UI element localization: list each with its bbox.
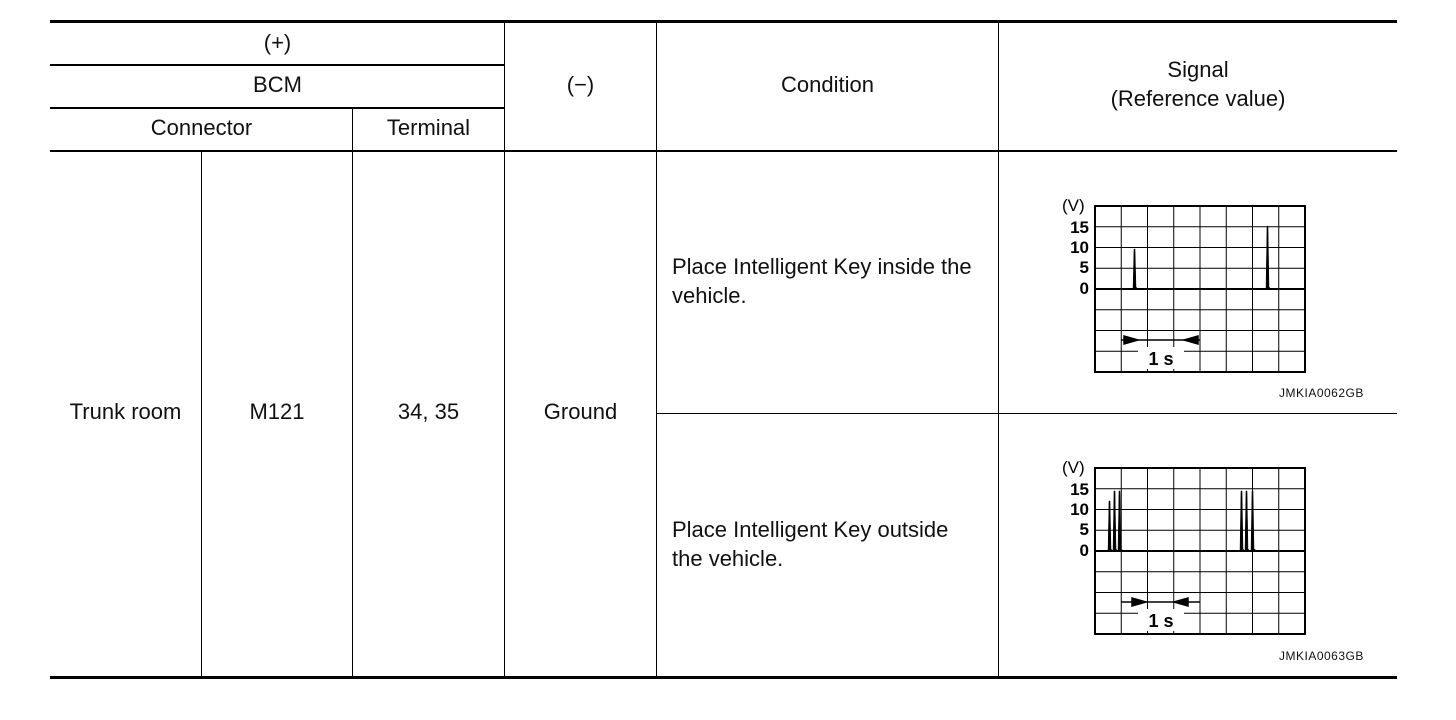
header-rule-1 xyxy=(50,64,505,66)
scope-grid xyxy=(1095,206,1305,372)
header-connector: Connector xyxy=(150,115,253,140)
header-bcm: BCM xyxy=(253,72,302,97)
y-label-0: 0 xyxy=(1079,541,1089,560)
col-divider-2 xyxy=(352,108,353,677)
figure-id-outside: JMKIA0063GB xyxy=(1279,649,1364,663)
condition-inside-line1: Place Intelligent Key inside the xyxy=(672,254,972,279)
y-label-15: 15 xyxy=(1070,480,1089,499)
unit-label: (V) xyxy=(1062,458,1085,477)
y-label-10: 10 xyxy=(1070,238,1089,257)
time-scale-arrows xyxy=(1121,598,1200,606)
col-divider-5 xyxy=(998,22,999,677)
header-terminal: Terminal xyxy=(386,115,471,140)
col-divider-3 xyxy=(504,22,505,677)
time-label: 1 s xyxy=(1148,349,1174,369)
y-label-15: 15 xyxy=(1070,218,1089,237)
unit-label: (V) xyxy=(1062,196,1085,215)
scope-grid xyxy=(1095,468,1305,634)
signal-trace xyxy=(1108,491,1257,551)
signal-trace xyxy=(1133,226,1271,289)
y-label-5: 5 xyxy=(1079,258,1089,277)
header-condition: Condition xyxy=(781,72,874,97)
condition-outside-line1: Place Intelligent Key outside xyxy=(672,517,949,542)
y-label-0: 0 xyxy=(1079,279,1089,298)
condition-outside-line2: the vehicle. xyxy=(672,546,784,571)
table-bottom-rule xyxy=(50,676,1397,679)
header-signal: Signal xyxy=(1167,57,1229,82)
row-divider xyxy=(656,413,1397,414)
cell-terminal: 34, 35 xyxy=(397,399,460,424)
oscilloscope-inside xyxy=(1058,193,1318,378)
header-reference-value: (Reference value) xyxy=(1110,86,1286,111)
col-divider-4 xyxy=(656,22,657,677)
time-label: 1 s xyxy=(1148,611,1174,631)
cell-connector-m121: M121 xyxy=(249,399,305,424)
header-rule-2 xyxy=(50,107,505,109)
y-label-5: 5 xyxy=(1079,520,1089,539)
condition-inside-line2: vehicle. xyxy=(672,283,747,308)
cell-trunk-room: Trunk room xyxy=(69,399,182,424)
cell-ground: Ground xyxy=(543,399,618,424)
y-label-10: 10 xyxy=(1070,500,1089,519)
header-minus: (−) xyxy=(566,72,595,97)
header-plus: (+) xyxy=(263,30,292,55)
oscilloscope-outside xyxy=(1058,455,1318,640)
figure-id-inside: JMKIA0062GB xyxy=(1279,386,1364,400)
header-bottom-rule xyxy=(50,150,1397,152)
table-top-rule xyxy=(50,20,1397,23)
time-scale-arrows xyxy=(1121,336,1200,344)
